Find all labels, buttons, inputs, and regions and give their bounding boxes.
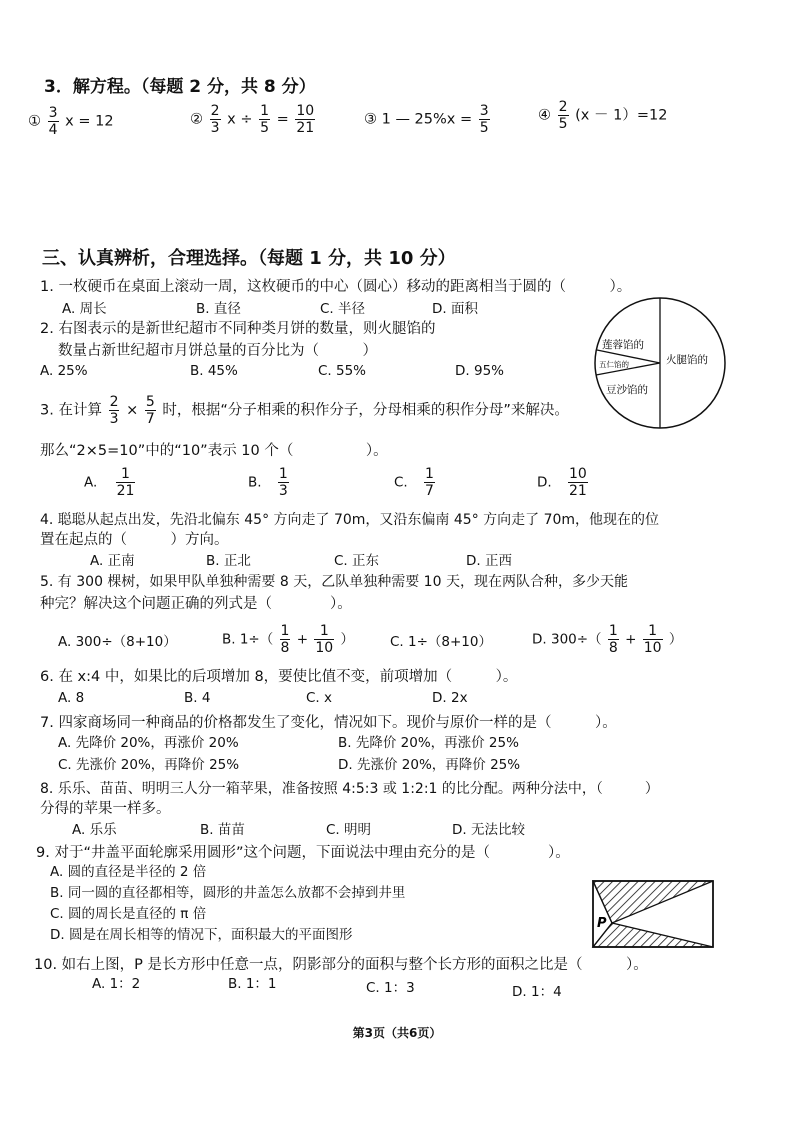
rectangle-shaded-figure bbox=[590, 878, 716, 950]
q8-option-b: B. 苗苗 bbox=[200, 822, 245, 838]
pie-label-lianrong: 莲蓉馅的 bbox=[602, 339, 644, 351]
question-2-line2: 数量占新世纪超市月饼总量的百分比为（ ） bbox=[58, 343, 377, 359]
q2-option-d: D. 95% bbox=[455, 363, 504, 379]
q10-option-b: B. 1：1 bbox=[228, 976, 277, 992]
q3-option-a: A. $\frac{1}{21}$ bbox=[84, 466, 135, 499]
pie-label-huotui: 火腿馅的 bbox=[666, 354, 708, 366]
q10-option-c: C. 1：3 bbox=[366, 980, 415, 996]
fraction: $\frac{1}{5}$ bbox=[260, 103, 270, 136]
q4-option-c: C. 正东 bbox=[334, 553, 380, 569]
question-7: 7. 四家商场同一种商品的价格都发生了变化，情况如下。现价与原价一样的是（ ）。 bbox=[40, 715, 617, 731]
shaded-triangle-bottom bbox=[593, 923, 713, 947]
q9-option-c: C. 圆的周长是直径的 π 倍 bbox=[50, 906, 207, 922]
question-8-line2: 分得的苹果一样多。 bbox=[40, 801, 171, 817]
q7-option-d: D. 先涨价 20%，再降价 25% bbox=[338, 757, 521, 773]
q10-option-d: D. 1：4 bbox=[512, 984, 562, 1000]
point-p-label: P bbox=[597, 916, 607, 931]
equation-3: ③ 1 — 25%x = $\frac{3}{5}$ bbox=[364, 103, 489, 136]
section-title: 三、认真辨析，合理选择。（每题 1 分，共 10 分） bbox=[42, 248, 456, 269]
q3-option-c: C. $\frac{1}{7}$ bbox=[394, 466, 434, 499]
q7-option-b: B. 先降价 20%，再涨价 25% bbox=[338, 735, 519, 751]
q5-option-b: B. 1÷（ $\frac{1}{8}$ + $\frac{1}{10}$ ） bbox=[222, 623, 354, 656]
q4-option-d: D. 正西 bbox=[466, 553, 512, 569]
equation-1: ① $\frac{3}{4}$ x = 12 bbox=[28, 105, 114, 138]
fraction: $\frac{2}{3}$ bbox=[210, 103, 220, 136]
q9-option-b: B. 同一圆的直径都相等，圆形的井盖怎么放都不会掉到井里 bbox=[50, 885, 406, 901]
q1-option-b: B. 直径 bbox=[196, 301, 241, 317]
q6-option-a: A. 8 bbox=[58, 690, 85, 706]
q5-option-a: A. 300÷（8+10） bbox=[58, 634, 177, 650]
q6-option-b: B. 4 bbox=[184, 690, 211, 706]
q4-option-b: B. 正北 bbox=[206, 553, 251, 569]
q8-option-c: C. 明明 bbox=[326, 822, 372, 838]
pie-label-dousha: 豆沙馅的 bbox=[606, 384, 648, 396]
q3-option-b: B. $\frac{1}{3}$ bbox=[248, 466, 288, 499]
fraction: $\frac{3}{4}$ bbox=[48, 105, 58, 138]
question-4-line2: 置在起点的（ ）方向。 bbox=[40, 532, 229, 548]
q8-option-a: A. 乐乐 bbox=[72, 822, 117, 838]
question-6: 6. 在 x:4 中，如果比的后项增加 8，要使比值不变，前项增加（ ）。 bbox=[40, 669, 518, 685]
q1-option-d: D. 面积 bbox=[432, 301, 478, 317]
q2-option-b: B. 45% bbox=[190, 363, 238, 379]
q6-option-c: C. x bbox=[306, 690, 332, 706]
q7-option-c: C. 先涨价 20%，再降价 25% bbox=[58, 757, 240, 773]
q10-option-a: A. 1：2 bbox=[92, 976, 141, 992]
equation-2: ② $\frac{2}{3}$ x ÷ $\frac{1}{5}$ = $\frac{10}{21}$ bbox=[190, 103, 315, 136]
pie-label-wuren: 五仁馅的 bbox=[599, 360, 629, 369]
q7-option-a: A. 先降价 20%，再涨价 20% bbox=[58, 735, 239, 751]
question-9: 9. 对于“井盖平面轮廓采用圆形”这个问题，下面说法中理由充分的是（ ）。 bbox=[36, 845, 570, 861]
q1-option-c: C. 半径 bbox=[320, 301, 366, 317]
question-4-line1: 4. 聪聪从起点出发，先沿北偏东 45° 方向走了 70m，又沿东偏南 45° 方向走了 70m，他现在的位 bbox=[40, 512, 660, 528]
fraction: $\frac{3}{5}$ bbox=[479, 103, 489, 136]
shaded-triangle-top bbox=[593, 881, 713, 923]
q1-option-a: A. 周长 bbox=[62, 301, 107, 317]
question-2-line1: 2. 右图表示的是新世纪超市不同种类月饼的数量，则火腿馅的 bbox=[40, 321, 436, 337]
question-10: 10. 如右上图，P 是长方形中任意一点，阴影部分的面积与整个长方形的面积之比是（ ）。 bbox=[34, 957, 648, 973]
equation-section-title: 3．解方程。（每题 2 分，共 8 分） bbox=[44, 77, 316, 97]
fraction: $\frac{2}{5}$ bbox=[558, 99, 568, 132]
q2-option-c: C. 55% bbox=[318, 363, 367, 379]
question-8-line1: 8. 乐乐、苗苗、明明三人分一箱苹果，准备按照 4:5:3 或 1:2:1 的比分配。两种分法中，（ ） bbox=[40, 781, 659, 797]
q6-option-d: D. 2x bbox=[432, 690, 468, 706]
q5-option-c: C. 1÷（8+10） bbox=[390, 634, 492, 650]
question-3-line2: 那么“2×5=10”中的“10”表示 10 个（ ）。 bbox=[40, 443, 388, 459]
q4-option-a: A. 正南 bbox=[90, 553, 135, 569]
q2-option-a: A. 25% bbox=[40, 363, 88, 379]
q9-option-d: D. 圆是在周长相等的情况下，面积最大的平面图形 bbox=[50, 927, 353, 943]
mooncake-pie-chart bbox=[592, 295, 728, 431]
question-1: 1. 一枚硬币在桌面上滚动一周，这枚硬币的中心（圆心）移动的距离相当于圆的（ ）。 bbox=[40, 279, 632, 295]
question-5-line1: 5. 有 300 棵树，如果甲队单独种需要 8 天，乙队单独种需要 10 天，现在两队合种，多少天能 bbox=[40, 574, 628, 590]
q5-option-d: D. 300÷（ $\frac{1}{8}$ + $\frac{1}{10}$ ） bbox=[532, 623, 683, 656]
equation-4: ④ $\frac{2}{5}$ (x － 1）=12 bbox=[538, 99, 668, 132]
question-5-line2: 种完？解决这个问题正确的列式是（ ）。 bbox=[40, 596, 352, 612]
page-footer: 第3页（共6页） bbox=[352, 1026, 442, 1040]
q9-option-a: A. 圆的直径是半径的 2 倍 bbox=[50, 864, 207, 880]
question-3-line1: 3. 在计算 $\frac{2}{3}$ × $\frac{5}{7}$ 时，根据“分子相乘的积作分子，分母相乘的积作分母”来解决。 bbox=[40, 394, 569, 427]
q8-option-d: D. 无法比较 bbox=[452, 822, 525, 838]
q3-option-d: D. $\frac{10}{21}$ bbox=[537, 466, 587, 499]
fraction: $\frac{10}{21}$ bbox=[296, 103, 315, 136]
